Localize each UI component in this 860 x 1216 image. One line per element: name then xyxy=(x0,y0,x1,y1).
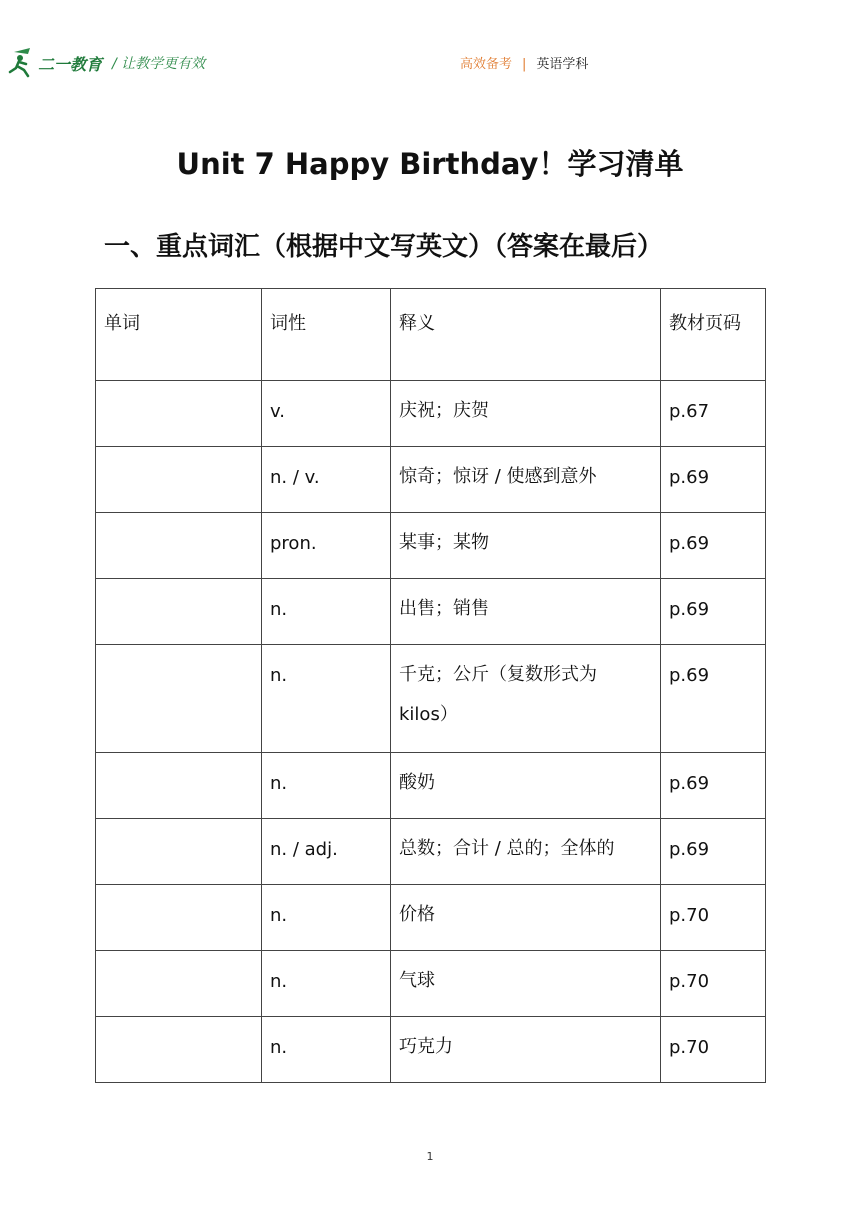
page-cell: p.70 xyxy=(661,951,766,1017)
table-row xyxy=(96,819,766,885)
meaning-cell: 总数；合计 / 总的；全体的 xyxy=(391,819,661,885)
page-cell: p.69 xyxy=(661,645,766,753)
section-heading: 一、重点词汇（根据中文写英文）（答案在最后） xyxy=(104,232,664,262)
meaning-cell: 巧克力 xyxy=(391,1017,661,1083)
page-cell: p.69 xyxy=(661,447,766,513)
pos-cell: n. xyxy=(262,645,391,753)
vocabulary-table xyxy=(95,288,766,1083)
pos-cell: n. xyxy=(262,579,391,645)
pos-cell: n. xyxy=(262,885,391,951)
meaning-cell: 出售；销售 xyxy=(391,579,661,645)
word-cell[interactable] xyxy=(96,753,262,819)
table-row xyxy=(96,513,766,579)
word-cell[interactable] xyxy=(96,513,262,579)
table-row xyxy=(96,579,766,645)
brand-name: 二一教育 xyxy=(38,55,103,74)
table-row xyxy=(96,381,766,447)
table-row xyxy=(96,753,766,819)
word-cell[interactable] xyxy=(96,885,262,951)
word-cell[interactable] xyxy=(96,1017,262,1083)
word-cell[interactable] xyxy=(96,819,262,885)
page-cell: p.70 xyxy=(661,1017,766,1083)
word-cell[interactable] xyxy=(96,645,262,753)
word-cell[interactable] xyxy=(96,447,262,513)
pos-cell: n. xyxy=(262,1017,391,1083)
pos-cell: n. / v. xyxy=(262,447,391,513)
word-cell[interactable] xyxy=(96,951,262,1017)
pos-cell: pron. xyxy=(262,513,391,579)
word-cell[interactable] xyxy=(96,579,262,645)
table-row xyxy=(96,447,766,513)
table-row xyxy=(96,645,766,753)
page-cell: p.69 xyxy=(661,753,766,819)
header-separator: | xyxy=(522,57,527,72)
meaning-cell: 惊奇；惊讶 / 使感到意外 xyxy=(391,447,661,513)
header-pos: 词性 xyxy=(262,289,391,381)
table-row xyxy=(96,1017,766,1083)
table-row xyxy=(96,951,766,1017)
pos-cell: v. xyxy=(262,381,391,447)
page-cell: p.67 xyxy=(661,381,766,447)
page-header xyxy=(0,0,860,90)
header-page: 教材页码 xyxy=(661,289,766,381)
table-header-row xyxy=(96,289,766,381)
pos-cell: n. xyxy=(262,753,391,819)
header-word: 单词 xyxy=(96,289,262,381)
meaning-cell: 价格 xyxy=(391,885,661,951)
pos-cell: n. / adj. xyxy=(262,819,391,885)
table-row xyxy=(96,885,766,951)
header-subject-label: 英语学科 xyxy=(536,57,589,72)
header-subject xyxy=(460,53,588,72)
header-tagline: 高效备考 xyxy=(460,57,513,72)
brand-slogan: / 让教学更有效 xyxy=(112,56,206,72)
page-title: Unit 7 Happy Birthday！学习清单 xyxy=(176,147,684,181)
page-cell: p.69 xyxy=(661,819,766,885)
word-cell[interactable] xyxy=(96,381,262,447)
page-number: 1 xyxy=(426,1150,434,1163)
page-cell: p.70 xyxy=(661,885,766,951)
page-cell: p.69 xyxy=(661,579,766,645)
meaning-cell: 千克；公斤（复数形式为 kilos） xyxy=(391,645,661,753)
meaning-cell: 庆祝；庆贺 xyxy=(391,381,661,447)
meaning-cell: 气球 xyxy=(391,951,661,1017)
runner-logo-icon xyxy=(4,46,38,78)
pos-cell: n. xyxy=(262,951,391,1017)
meaning-cell: 酸奶 xyxy=(391,753,661,819)
meaning-cell: 某事；某物 xyxy=(391,513,661,579)
header-meaning: 释义 xyxy=(391,289,661,381)
page-cell: p.69 xyxy=(661,513,766,579)
